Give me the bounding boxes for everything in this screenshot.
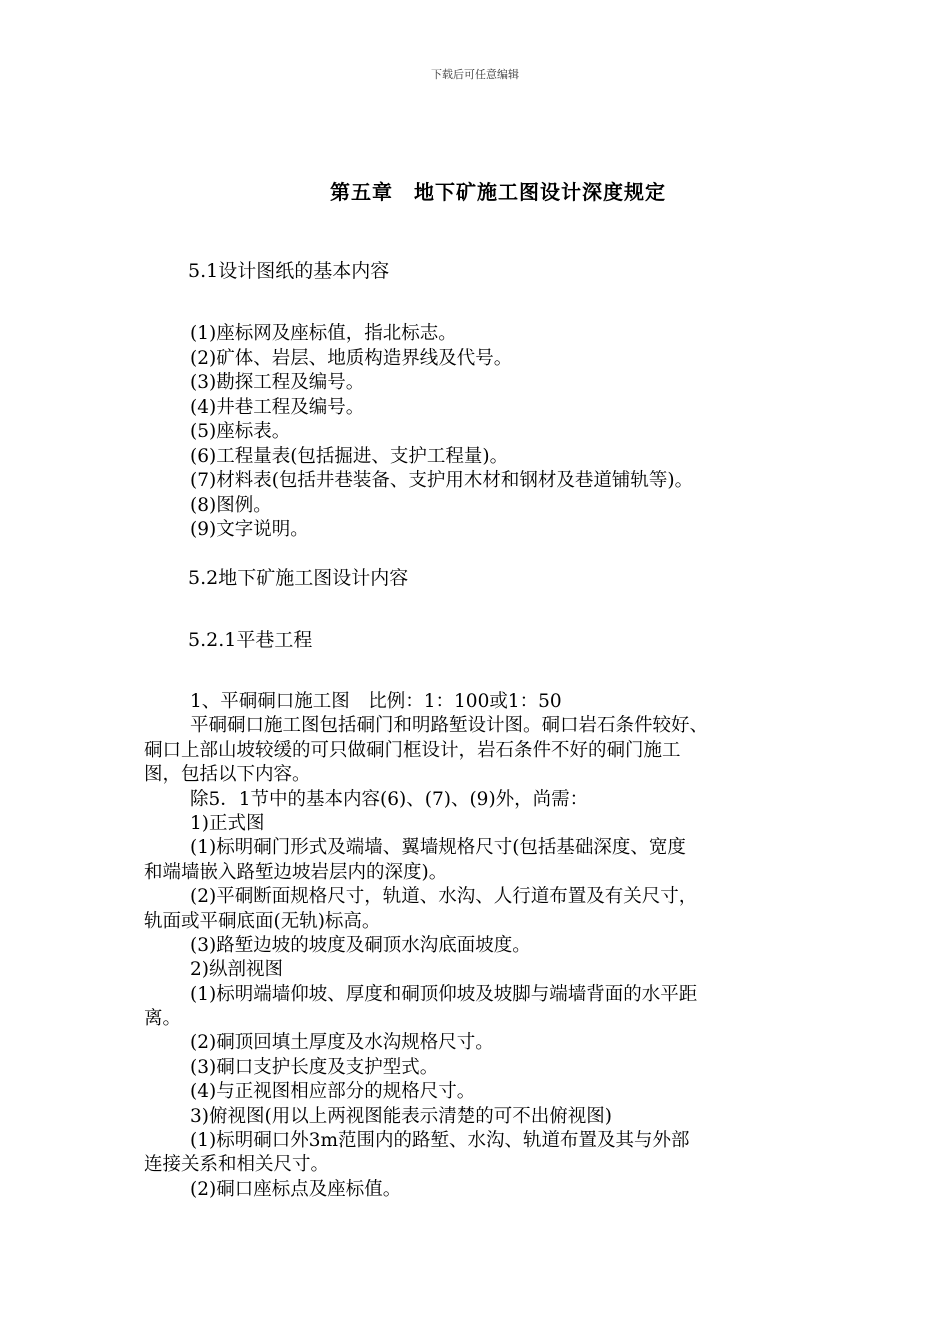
body-line: (1)标明硐口外3m范围内的路堑、水沟、轨道布置及其与外部: [190, 1130, 690, 1152]
body-line: 1)正式图: [190, 812, 265, 834]
body-line: 离。: [144, 1008, 182, 1030]
body-line: 除5．1节中的基本内容(6)、(7)、(9)外，尚需：: [190, 788, 589, 810]
basic-content-list: [190, 322, 693, 543]
body-line: (2)硐口座标点及座标值。: [190, 1178, 402, 1200]
list-item: (4)井巷工程及编号。: [190, 396, 365, 418]
list-item: (9)文字说明。: [190, 519, 309, 540]
body-text: [144, 690, 810, 1202]
body-line: (3)硐口支护长度及支护型式。: [190, 1056, 439, 1078]
body-line: (2)平硐断面规格尺寸，轨道、水沟、人行道布置及有关尺寸，: [190, 886, 698, 908]
body-line: (4)与正视图相应部分的规格尺寸。: [190, 1081, 476, 1103]
list-item: (6)工程量表(包括掘进、支护工程量)。: [190, 445, 509, 467]
list-item: (2)矿体、岩层、地质构造界线及代号。: [190, 347, 513, 369]
body-line: (2)硐顶回填土厚度及水沟规格尺寸。: [190, 1032, 494, 1054]
body-line: 硐口上部山坡较缓的可只做硐门框设计，岩石条件不好的硐门施工: [144, 739, 681, 761]
body-line: (1)标明硐门形式及端墙、翼墙规格尺寸(包括基础深度、宽度: [190, 837, 686, 859]
body-line: (3)路堑边坡的坡度及硐顶水沟底面坡度。: [190, 934, 531, 956]
body-line: 1、平硐硐口施工图 比例：1：100或1：50: [190, 691, 562, 712]
chapter-title: 第五章 地下矿施工图设计深度规定: [330, 180, 666, 204]
body-line: 轨面或平硐底面(无轨)标高。: [144, 910, 381, 932]
section-heading-5-2-1: 5.2.1平巷工程: [188, 629, 313, 651]
body-line: 平硐硐口施工图包括硐门和明路堑设计图。硐口岩石条件较好、: [190, 715, 709, 737]
list-item: (5)座标表。: [190, 421, 291, 442]
section-heading-5-2: 5.2地下矿施工图设计内容: [188, 567, 409, 589]
body-line: (1)标明端墙仰坡、厚度和硐顶仰坡及坡脚与端墙背面的水平距: [190, 983, 698, 1005]
section-heading-5-1: 5.1设计图纸的基本内容: [188, 260, 390, 282]
list-item: (7)材料表(包括井巷装备、支护用木材和钢材及巷道铺轨等)。: [190, 470, 694, 491]
body-line: 3)俯视图(用以上两视图能表示清楚的可不出俯视图): [190, 1105, 612, 1127]
body-line: 图，包括以下内容。: [144, 764, 311, 786]
list-item: (3)勘探工程及编号。: [190, 372, 365, 393]
body-line: 2)纵剖视图: [190, 959, 283, 981]
body-line: 和端墙嵌入路堑边坡岩层内的深度)。: [144, 861, 448, 883]
body-line: 连接关系和相关尺寸。: [144, 1154, 330, 1176]
list-item: (1)座标网及座标值，指北标志。: [190, 323, 457, 344]
header-note: 下载后可任意编辑: [431, 68, 519, 81]
list-item: (8)图例。: [190, 494, 272, 516]
